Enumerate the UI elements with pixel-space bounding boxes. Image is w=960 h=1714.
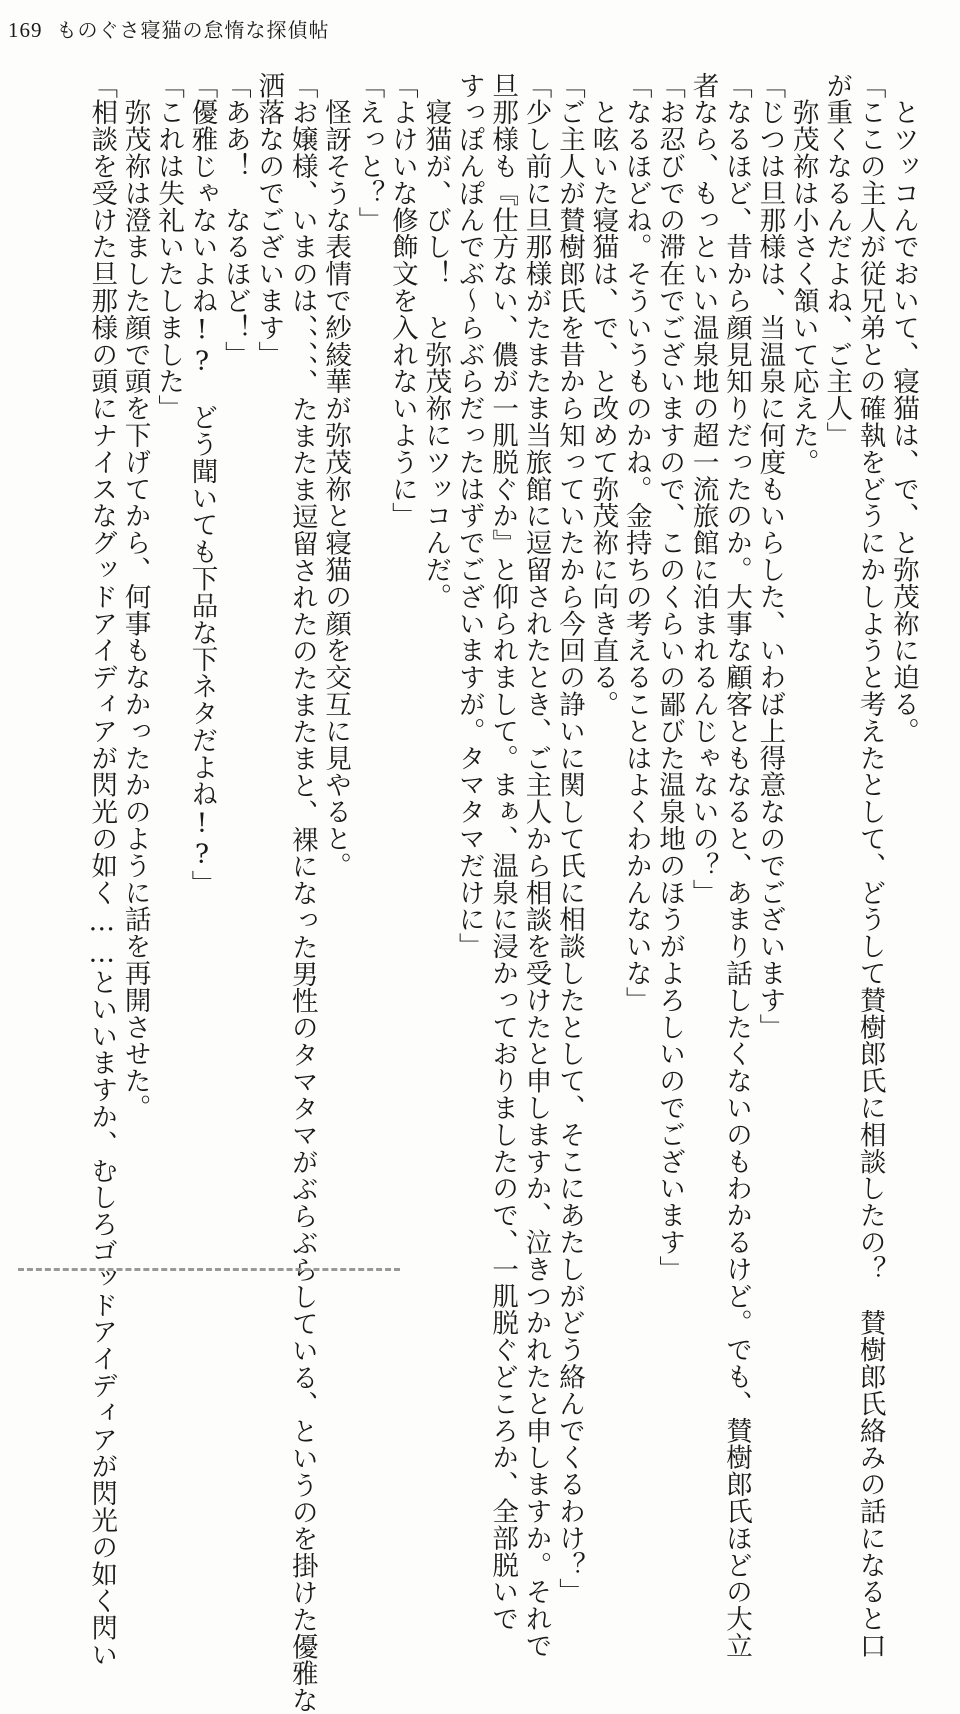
text-line: 者なら、もっといい温泉地の超一流旅館に泊まれるんじゃないの？」 [687,72,719,906]
text-line: 「ここの主人が従兄弟との確執をどうにかしようと考えたとして、どうして賛樹郎氏に相談したの？ 賛樹郎氏絡みの話になると口 [854,72,886,1660]
text-line: 怪訝そうな表情で紗綾華が弥茂祢と寝猫の顔を交互に見やると。 [320,72,352,879]
text-line: が重くなるんだよね、ご主人」 [821,72,853,449]
text-line: 「優雅じゃないよね!? どう聞いても下品な下ネタだよね!?」 [186,72,218,897]
text-line: 「なるほどね。そういうものかね。金持ちの考えることはよくわかんないな」 [620,72,652,1014]
text-line: 「相談を受けた旦那様の頭にナイスなグッドアイディアが閃光の如く……といいますか、むしろゴッドアイディアが閃光の如く閃い [86,72,118,1669]
page-header [8,14,330,44]
vertical-text-body [40,72,920,1714]
text-line: 旦那様も『仕方ない、儂が一肌脱ぐか』と仰られまして。まぁ、温泉に浸かっておりましたので、一肌脱ぐどころか、全部脱いで [487,72,519,1633]
text-line: 「なるほど、昔から顔見知りだったのか。大事な顧客ともなると、あまり話したくないのもわかるけど。でも、賛樹郎氏ほどの大立 [720,72,752,1660]
text-line: 弥茂祢は小さく頷いて応えた。 [787,72,819,476]
text-line: 「お嬢様、いまのは、、、、、たまたま逗留されたのたまたまと、裸になった男性のタマタマがぶらぶらしている、というのを掛けた優雅な [286,72,318,1714]
text-line: 「ああ！ なるほど！」 [219,72,251,368]
bottom-divider [18,1268,400,1271]
text-line: 洒落なのでございます」 [253,72,285,368]
text-line: 「少し前に旦那様がたまたま当旅館に逗留されたとき、ご主人から相談を受けたと申しますか、泣きつかれたと申しますか。それで [520,72,552,1660]
text-line: すっぽんぽんでぶ～らぶらだったはずでございますが。タマタマだけに」 [453,72,485,960]
text-line: とツッコんでおいて、寝猫は、で、と弥茂祢に迫る。 [888,72,919,745]
text-line: 「ご主人が賛樹郎氏を昔から知っていたから今回の諍いに関して氏に相談したとして、そこにあたしがどう絡んでくるわけ？」 [553,72,585,1606]
text-line: 「お忍びでの滞在でございますので、このくらいの鄙びた温泉地のほうがよろしいのでございます」 [654,72,686,1283]
page-number: 169 [8,18,43,42]
text-line: 寝猫が、びし！ と弥茂祢にツッコんだ。 [420,72,452,610]
text-line: 「じつは旦那様は、当温泉に何度もいらした、いわば上得意なのでございます」 [754,72,786,1041]
text-line: と呟いた寝猫は、で、と改めて弥茂祢に向き直る。 [587,72,619,718]
text-line: 「よけいな修飾文を入れないように」 [386,72,418,530]
text-line: 弥茂祢は澄ました顔で頭を下げてから、何事もなかったかのように話を再開させた。 [119,72,151,1122]
text-line: 「えっと？」 [353,72,385,234]
book-title: ものぐさ寝猫の怠惰な探偵帖 [56,18,330,42]
text-line: 「これは失礼いたしました」 [153,72,185,422]
